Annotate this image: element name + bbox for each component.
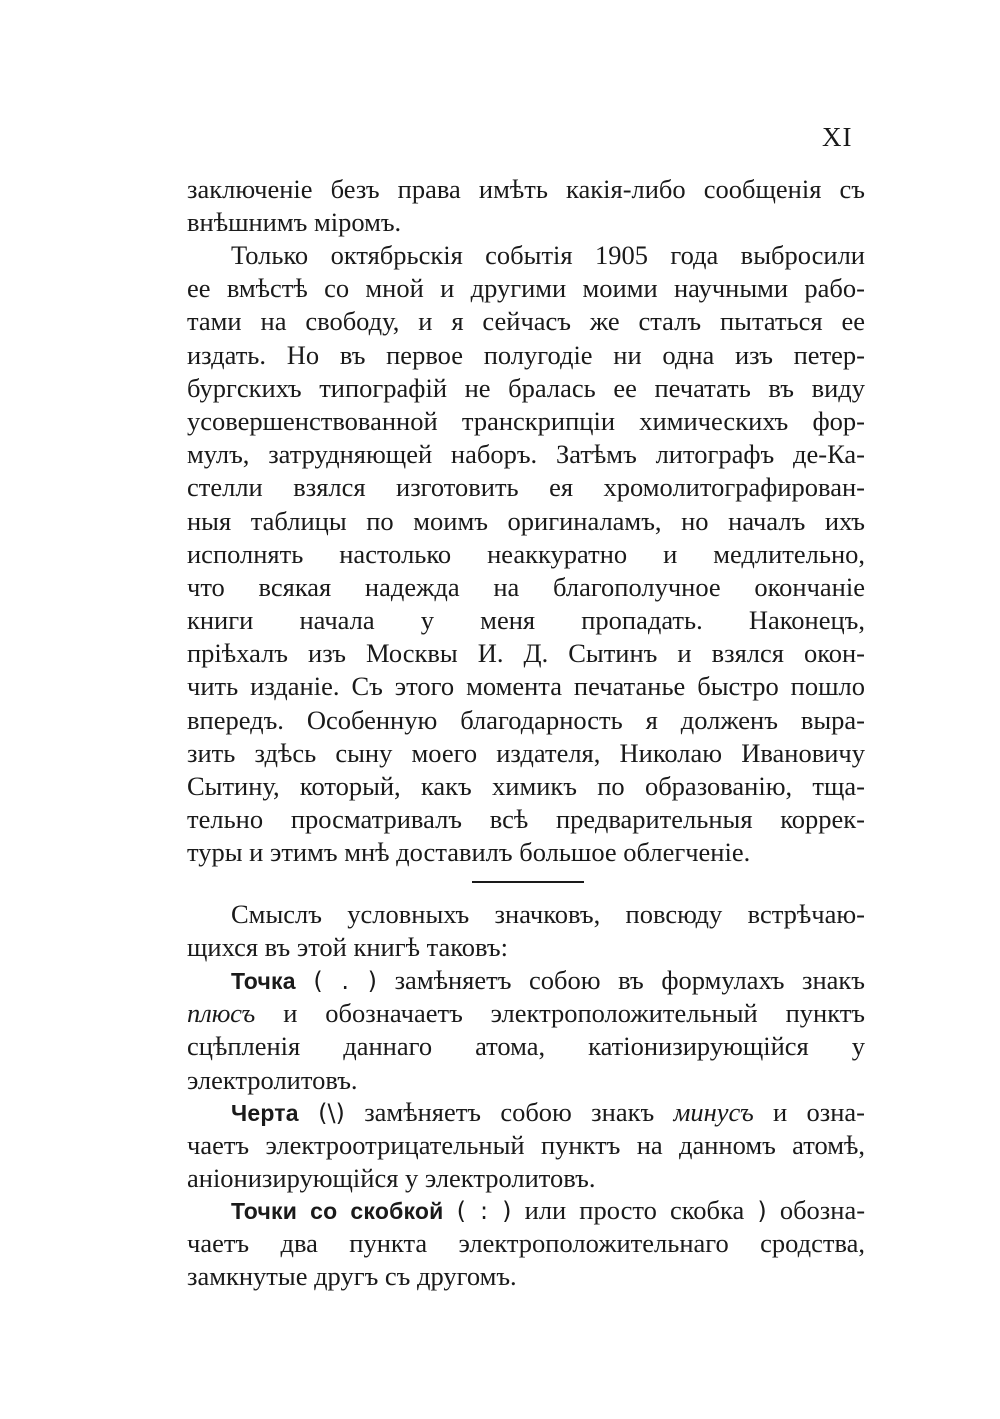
text-line: книги начала у меня пропадать. Наконецъ,: [187, 605, 865, 636]
symbol-entry-dash: [187, 1096, 865, 1196]
text-line: усовершенствованной транскрипціи химическихъ фор-: [187, 405, 865, 436]
text-line: тельно просматривалъ всѣ предварительныя коррек-: [187, 804, 865, 835]
text-line: исполнять настолько неаккуратно и медлительно,: [187, 538, 865, 569]
symbol-entry-dot: [187, 964, 865, 1097]
term-dot: Точка: [231, 968, 296, 994]
bracket-symbol: ): [757, 1197, 767, 1225]
text-line: зить здѣсь сыну моего издателя, Николаю Ивановичу: [187, 737, 865, 768]
text-line: щихся въ этой книгѣ таковъ:: [187, 932, 508, 963]
text-line: аніонизирующійся у электролитовъ.: [187, 1163, 596, 1194]
text-fragment: и обозначаетъ электроположительный пунктъ: [283, 998, 866, 1029]
text-line: [187, 964, 865, 997]
text-line: Сытину, который, какъ химикъ по образованію, тща-: [187, 771, 865, 801]
italic-word-plus: плюсъ: [187, 998, 256, 1029]
text-line: Только октябрьскія событія 1905 года выбросили: [231, 240, 865, 270]
text-line: внѣшнимъ міромъ.: [187, 207, 402, 238]
text-line: стелли взялся изготовить ея хромолитографирован-: [187, 472, 865, 503]
text-line: [187, 1096, 865, 1129]
term-dash: Черта: [231, 1100, 299, 1126]
text-line: сцѣпленія даннаго атома, катіонизирующійся у: [187, 1031, 865, 1062]
text-line: чаетъ электроотрицательный пунктъ на данномъ атомѣ,: [187, 1130, 865, 1161]
text-line: ныя таблицы по моимъ оригиналамъ, но началъ ихъ: [187, 505, 865, 536]
symbol-entry-bracket: [187, 1194, 865, 1294]
text-line: ее вмѣстѣ со мной и другими моими научными рабо-: [187, 273, 865, 304]
text-line: бургскихъ типографій не бралась ее печатать въ виду: [187, 372, 865, 403]
paragraph-symbols-intro: [187, 898, 865, 964]
text-fragment: или просто скобка: [524, 1195, 745, 1225]
text-line: чить изданіе. Съ этого момента печатанье быстро пошло: [187, 671, 865, 702]
bracket-dots-symbol: ( : ): [456, 1197, 512, 1225]
paragraph-publication-history: [187, 239, 865, 870]
text-line: мулъ, затрудняющей наборъ. Затѣмъ литографъ де-Ка-: [187, 439, 865, 470]
text-line: электролитовъ.: [187, 1064, 358, 1095]
term-bracket: Точки со скобкой: [231, 1198, 444, 1224]
text-line: [187, 1194, 865, 1227]
text-line: что всякая надежда на благополучное окончаніе: [187, 571, 865, 602]
text-line: чаетъ два пункта электроположительнаго сродства,: [187, 1228, 865, 1259]
text-fragment: обозна-: [779, 1195, 866, 1225]
text-line: [187, 997, 865, 1030]
text-fragment: замѣняетъ собою знакъ: [364, 1097, 655, 1127]
text-line: заключеніе безъ права имѣть какія-либо сообщенія съ: [187, 174, 865, 204]
section-divider: [472, 881, 584, 883]
dot-symbol: ( . ): [313, 967, 377, 995]
page-number: XI: [822, 122, 853, 152]
text-line: Смыслъ условныхъ значковъ, повсюду встрѣчаю-: [231, 899, 865, 929]
text-line: издать. Но въ первое полугодіе ни одна изъ петер-: [187, 339, 865, 370]
text-line: туры и этимъ мнѣ доставилъ большое облегченіе.: [187, 837, 751, 868]
paragraph-continuation: [187, 173, 865, 239]
text-line: замкнутые другъ съ другомъ.: [187, 1261, 517, 1292]
text-line: пріѣхалъ изъ Москвы И. Д. Сытинъ и взялся окон-: [187, 638, 865, 669]
text-fragment: и озна-: [773, 1097, 866, 1127]
text-line: впередъ. Особенную благодарность я долженъ выра-: [187, 704, 865, 735]
text-fragment: замѣняетъ собою въ формулахъ знакъ: [394, 965, 866, 995]
text-line: тами на свободу, и я сейчасъ же сталъ пытаться ее: [187, 306, 865, 337]
italic-word-minus: минусъ: [673, 1097, 754, 1127]
dash-symbol: (\): [318, 1099, 345, 1127]
